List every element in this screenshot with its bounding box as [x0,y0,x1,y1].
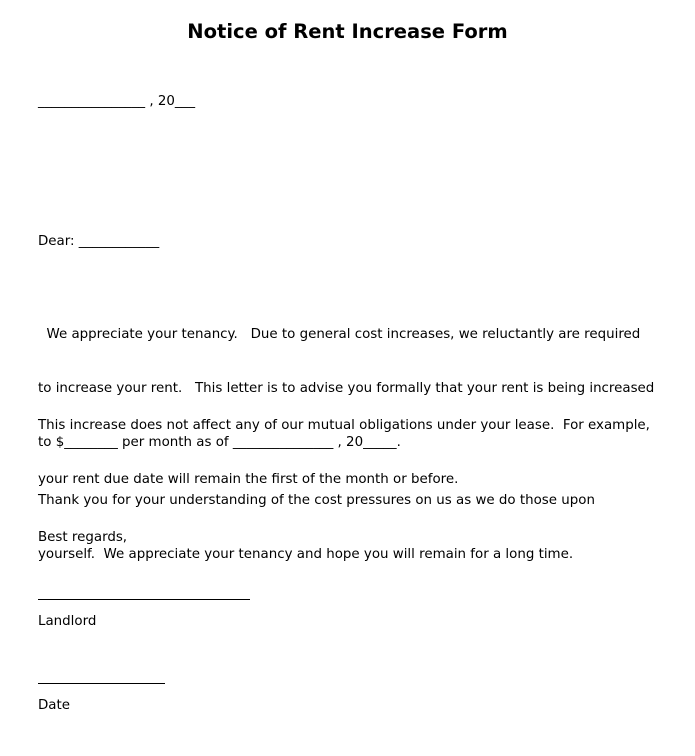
date-line: ________________ , 20___ [38,94,196,109]
date-label: Date [38,698,71,713]
paragraph-line: We appreciate your tenancy. Due to general cost increases, we reluctantly are required [38,327,641,342]
paragraph-line: your rent due date will remain the first of the month or before. [38,472,459,487]
paragraph-thanks [38,456,668,600]
paragraph-line: This increase does not affect any of our mutual obligations under your lease. For example, [38,418,650,433]
paragraph-line: Thank you for your understanding of the cost pressures on us as we do those upon [38,493,595,508]
landlord-signature-line [38,599,250,600]
document-title: Notice of Rent Increase Form [187,20,508,43]
paragraph-line: to increase your rent. This letter is to advise you formally that your rent is being increased [38,381,655,396]
date-signature-line [38,683,165,684]
closing: Best regards, [38,530,128,545]
paragraph-line: yourself. We appreciate your tenancy and hope you will remain for a long time. [38,547,574,562]
salutation: Dear: ____________ [38,234,160,249]
paragraph-line: to $________ per month as of _______________ , 20_____. [38,435,401,450]
landlord-label: Landlord [38,614,97,629]
